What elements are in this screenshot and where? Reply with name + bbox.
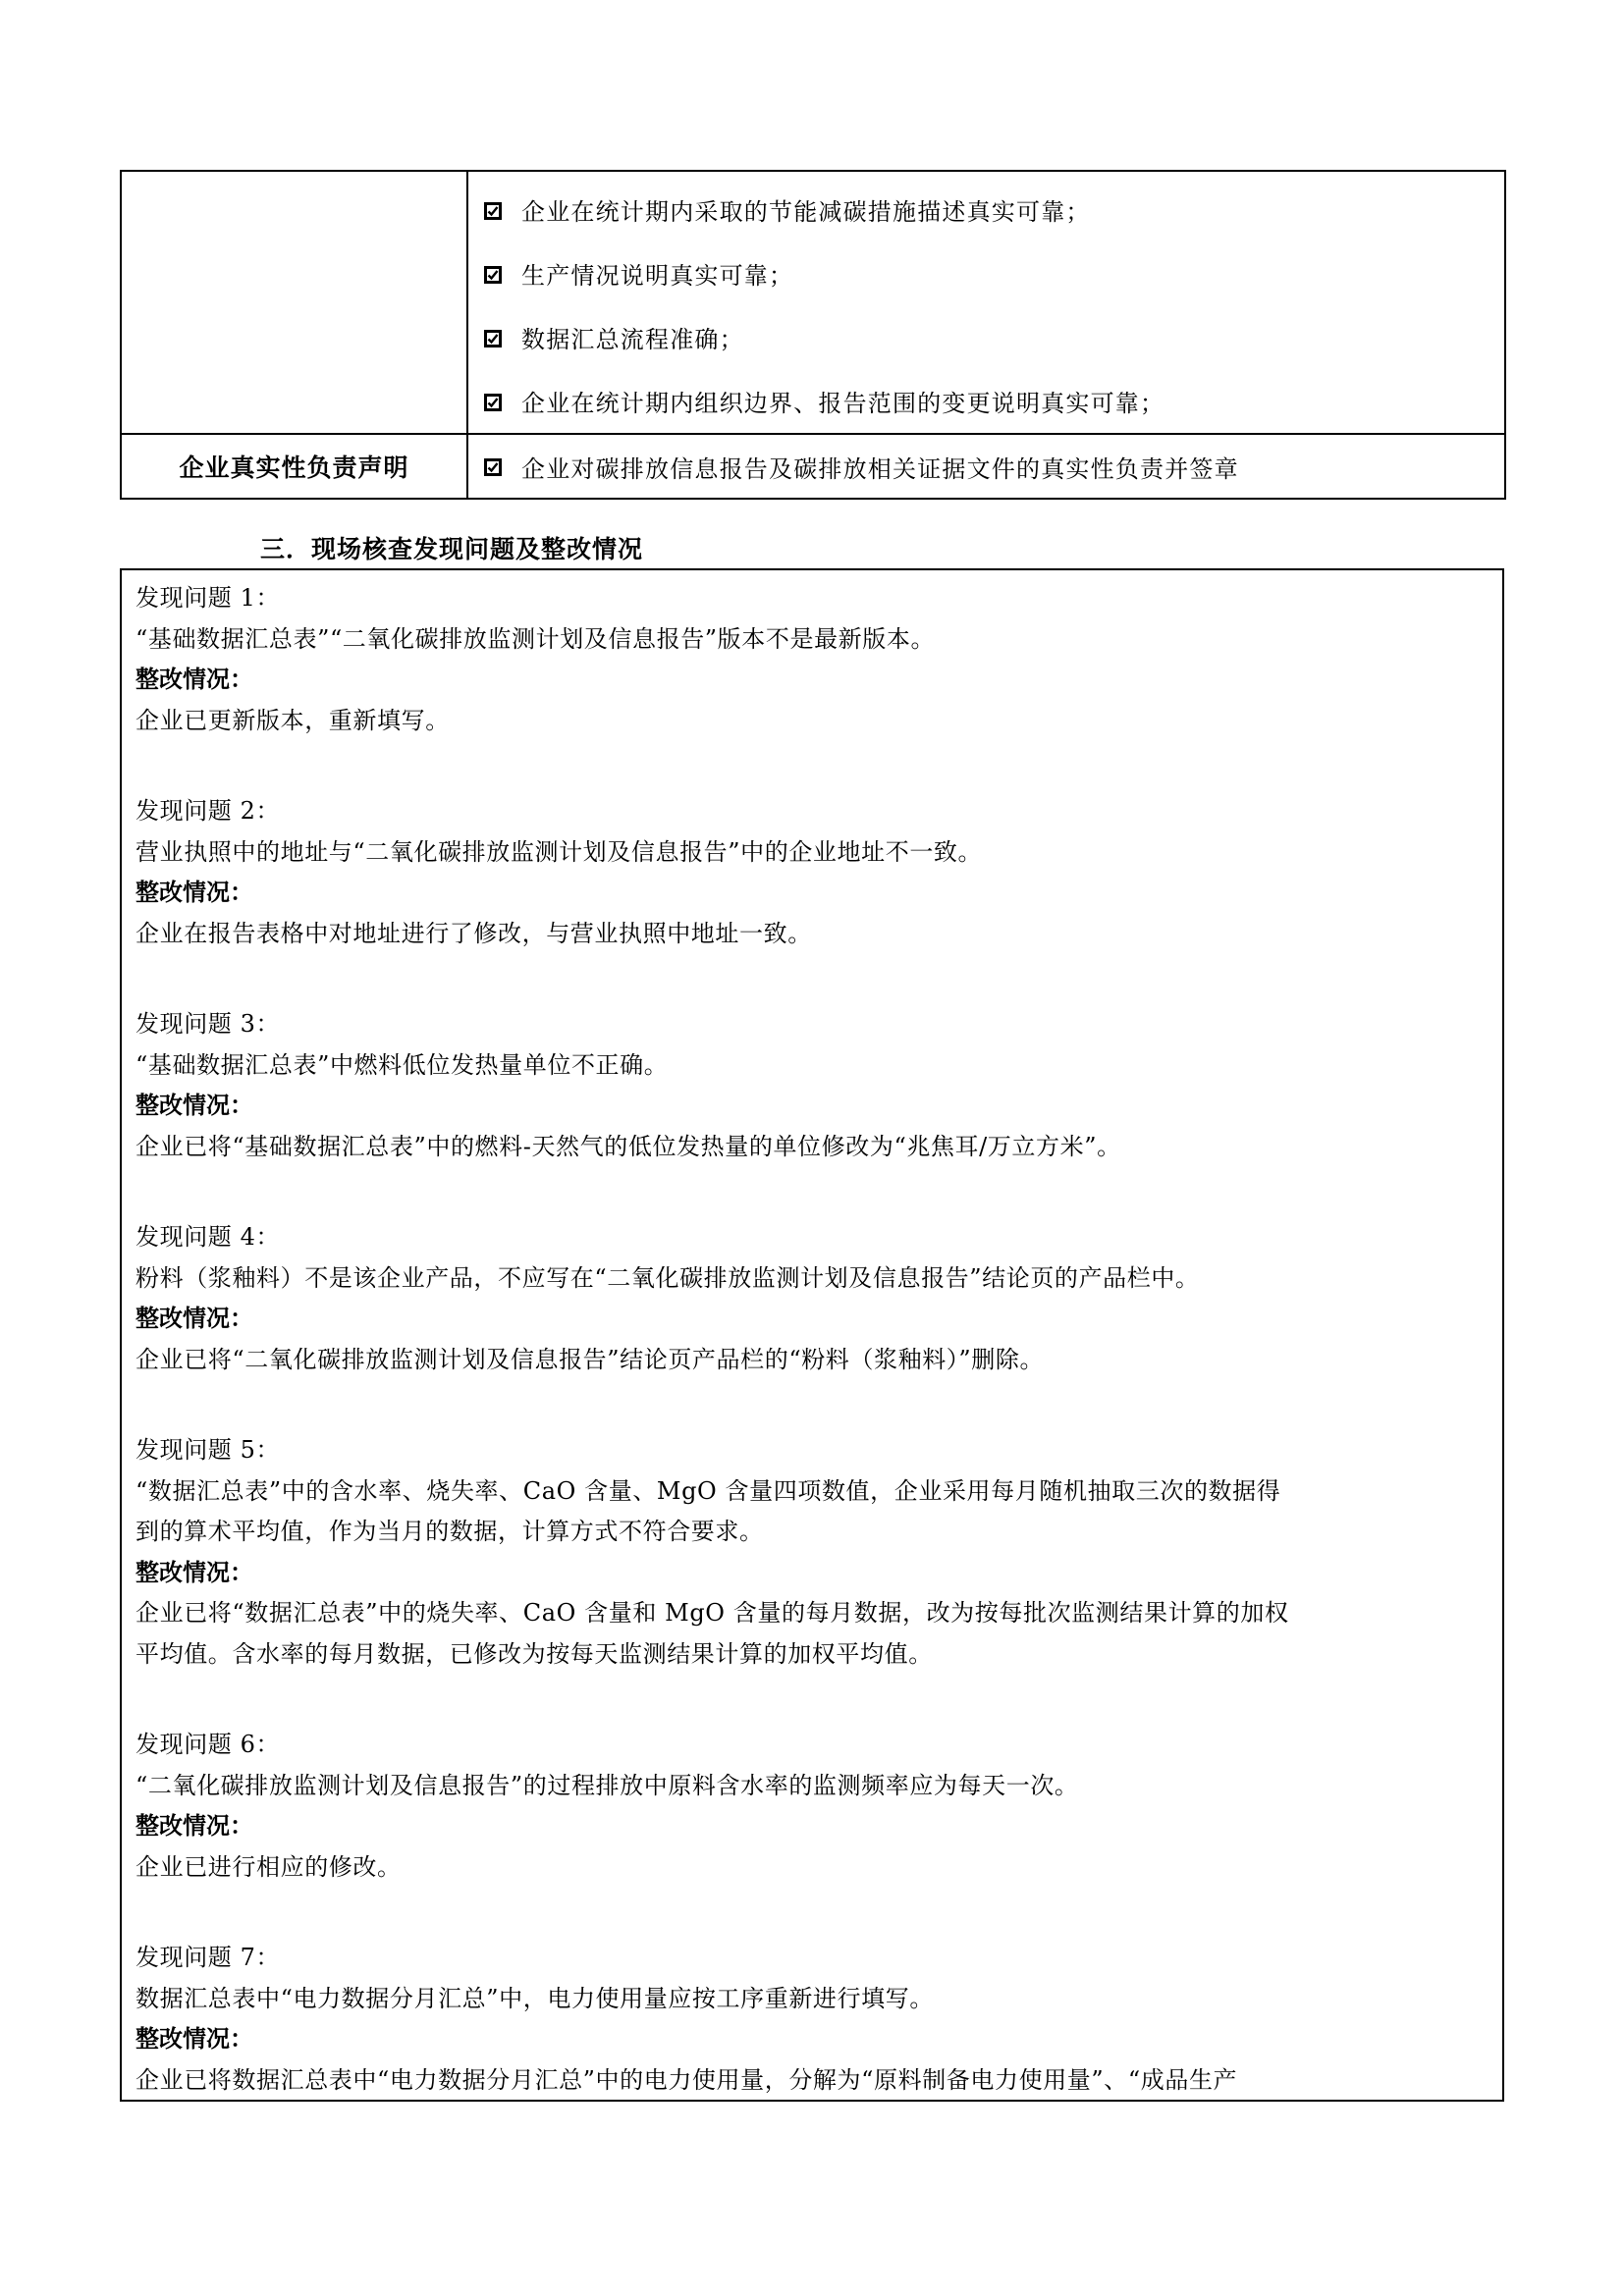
issue-problem-text: “基础数据汇总表”“二氧化碳排放监测计划及信息报告”版本不是最新版本。	[135, 624, 936, 653]
issue-title: 发现问题 1：	[135, 584, 281, 612]
issue-fix-text: 企业已将“基础数据汇总表”中的燃料-天然气的低位发热量的单位修改为“兆焦耳/万立方米”。	[135, 1132, 1121, 1160]
checkbox-checked-icon[interactable]	[484, 202, 502, 220]
issue-fix-text: 企业已将“二氧化碳排放监测计划及信息报告”结论页产品栏的“粉料（浆釉料）”删除。	[135, 1345, 1045, 1373]
issue-problem-text: 数据汇总表中“电力数据分月汇总”中，电力使用量应按工序重新进行填写。	[135, 1984, 934, 2012]
issue-title: 发现问题 5：	[135, 1436, 281, 1464]
checklist-item-text: 企业对碳排放信息报告及碳排放相关证据文件的真实性负责并签章	[521, 454, 1239, 483]
checklist-item[interactable]	[484, 241, 1504, 305]
issue-block	[135, 1725, 1489, 1888]
issue-block	[135, 578, 1489, 741]
issue-title: 发现问题 2：	[135, 797, 281, 825]
fix-label: 整改情况：	[135, 1558, 253, 1586]
checkbox-checked-icon[interactable]	[484, 266, 502, 284]
checklist-item-text: 数据汇总流程准确；	[521, 326, 744, 353]
table-row	[121, 434, 1505, 499]
checklist-item-text: 生产情况说明真实可靠；	[521, 262, 794, 290]
table-row	[121, 171, 1505, 434]
checklist-item[interactable]	[484, 178, 1504, 241]
checklist-item[interactable]	[484, 436, 1504, 497]
issue-fix-text: 企业已进行相应的修改。	[135, 1852, 402, 1881]
issue-problem-text: “二氧化碳排放监测计划及信息报告”的过程排放中原料含水率的监测频率应为每天一次。	[135, 1771, 1079, 1799]
row-label	[121, 171, 467, 434]
issue-title: 发现问题 3：	[135, 1010, 281, 1038]
checkbox-checked-icon[interactable]	[484, 330, 502, 347]
issue-fix-text: 企业已将“数据汇总表”中的烧失率、CaO 含量和 MgO 含量的每月数据，改为按每批次监测结果计算的加权	[135, 1599, 1289, 1627]
issue-block	[135, 1938, 1489, 2101]
checklist-item[interactable]	[484, 369, 1504, 433]
issue-fix-text: 平均值。含水率的每月数据，已修改为按每天监测结果计算的加权平均值。	[135, 1639, 933, 1668]
issue-fix-text: 企业在报告表格中对地址进行了修改，与营业执照中地址一致。	[135, 919, 812, 947]
checklist	[468, 172, 1504, 433]
issue-block	[135, 791, 1489, 954]
issue-block	[135, 1430, 1489, 1675]
checkbox-checked-icon[interactable]	[484, 458, 502, 476]
issue-problem-text: 粉料（浆釉料）不是该企业产品，不应写在“二氧化碳排放监测计划及信息报告”结论页的产品栏中。	[135, 1263, 1200, 1292]
fix-label: 整改情况：	[135, 1092, 253, 1119]
issue-block	[135, 1217, 1489, 1380]
checklist-item-text: 企业在统计期内组织边界、报告范围的变更说明真实可靠；	[521, 390, 1165, 417]
issue-title: 发现问题 7：	[135, 1944, 281, 1971]
checkbox-checked-icon[interactable]	[484, 394, 502, 411]
section-title: 三．现场核查发现问题及整改情况	[260, 535, 644, 563]
checklist-item-text: 企业在统计期内采取的节能减碳措施描述真实可靠；	[521, 198, 1091, 226]
checklist	[468, 436, 1504, 497]
issue-problem-text: 营业执照中的地址与“二氧化碳排放监测计划及信息报告”中的企业地址不一致。	[135, 837, 983, 866]
fix-label: 整改情况：	[135, 666, 253, 693]
issue-title: 发现问题 6：	[135, 1731, 281, 1758]
fix-label: 整改情况：	[135, 1305, 253, 1332]
checklist-table	[120, 170, 1506, 500]
issue-fix-text: 企业已将数据汇总表中“电力数据分月汇总”中的电力使用量，分解为“原料制备电力使用量”、“成品生产	[135, 2065, 1238, 2094]
checklist-cell	[467, 434, 1505, 499]
issue-problem-text: “基础数据汇总表”中燃料低位发热量单位不正确。	[135, 1050, 669, 1079]
issue-block	[135, 1004, 1489, 1167]
issue-fix-text: 企业已更新版本，重新填写。	[135, 706, 450, 734]
declaration-label: 企业真实性负责声明	[121, 434, 467, 499]
checklist-item[interactable]	[484, 305, 1504, 369]
issue-problem-text: “数据汇总表”中的含水率、烧失率、CaO 含量、MgO 含量四项数值，企业采用每月随机抽取三次的数据得	[135, 1476, 1281, 1505]
issue-problem-text: 到的算术平均值，作为当月的数据，计算方式不符合要求。	[135, 1518, 764, 1545]
fix-label: 整改情况：	[135, 2025, 253, 2053]
issue-title: 发现问题 4：	[135, 1223, 281, 1251]
fix-label: 整改情况：	[135, 1812, 253, 1840]
checklist-cell	[467, 171, 1505, 434]
fix-label: 整改情况：	[135, 879, 253, 906]
findings-box	[120, 568, 1504, 2102]
